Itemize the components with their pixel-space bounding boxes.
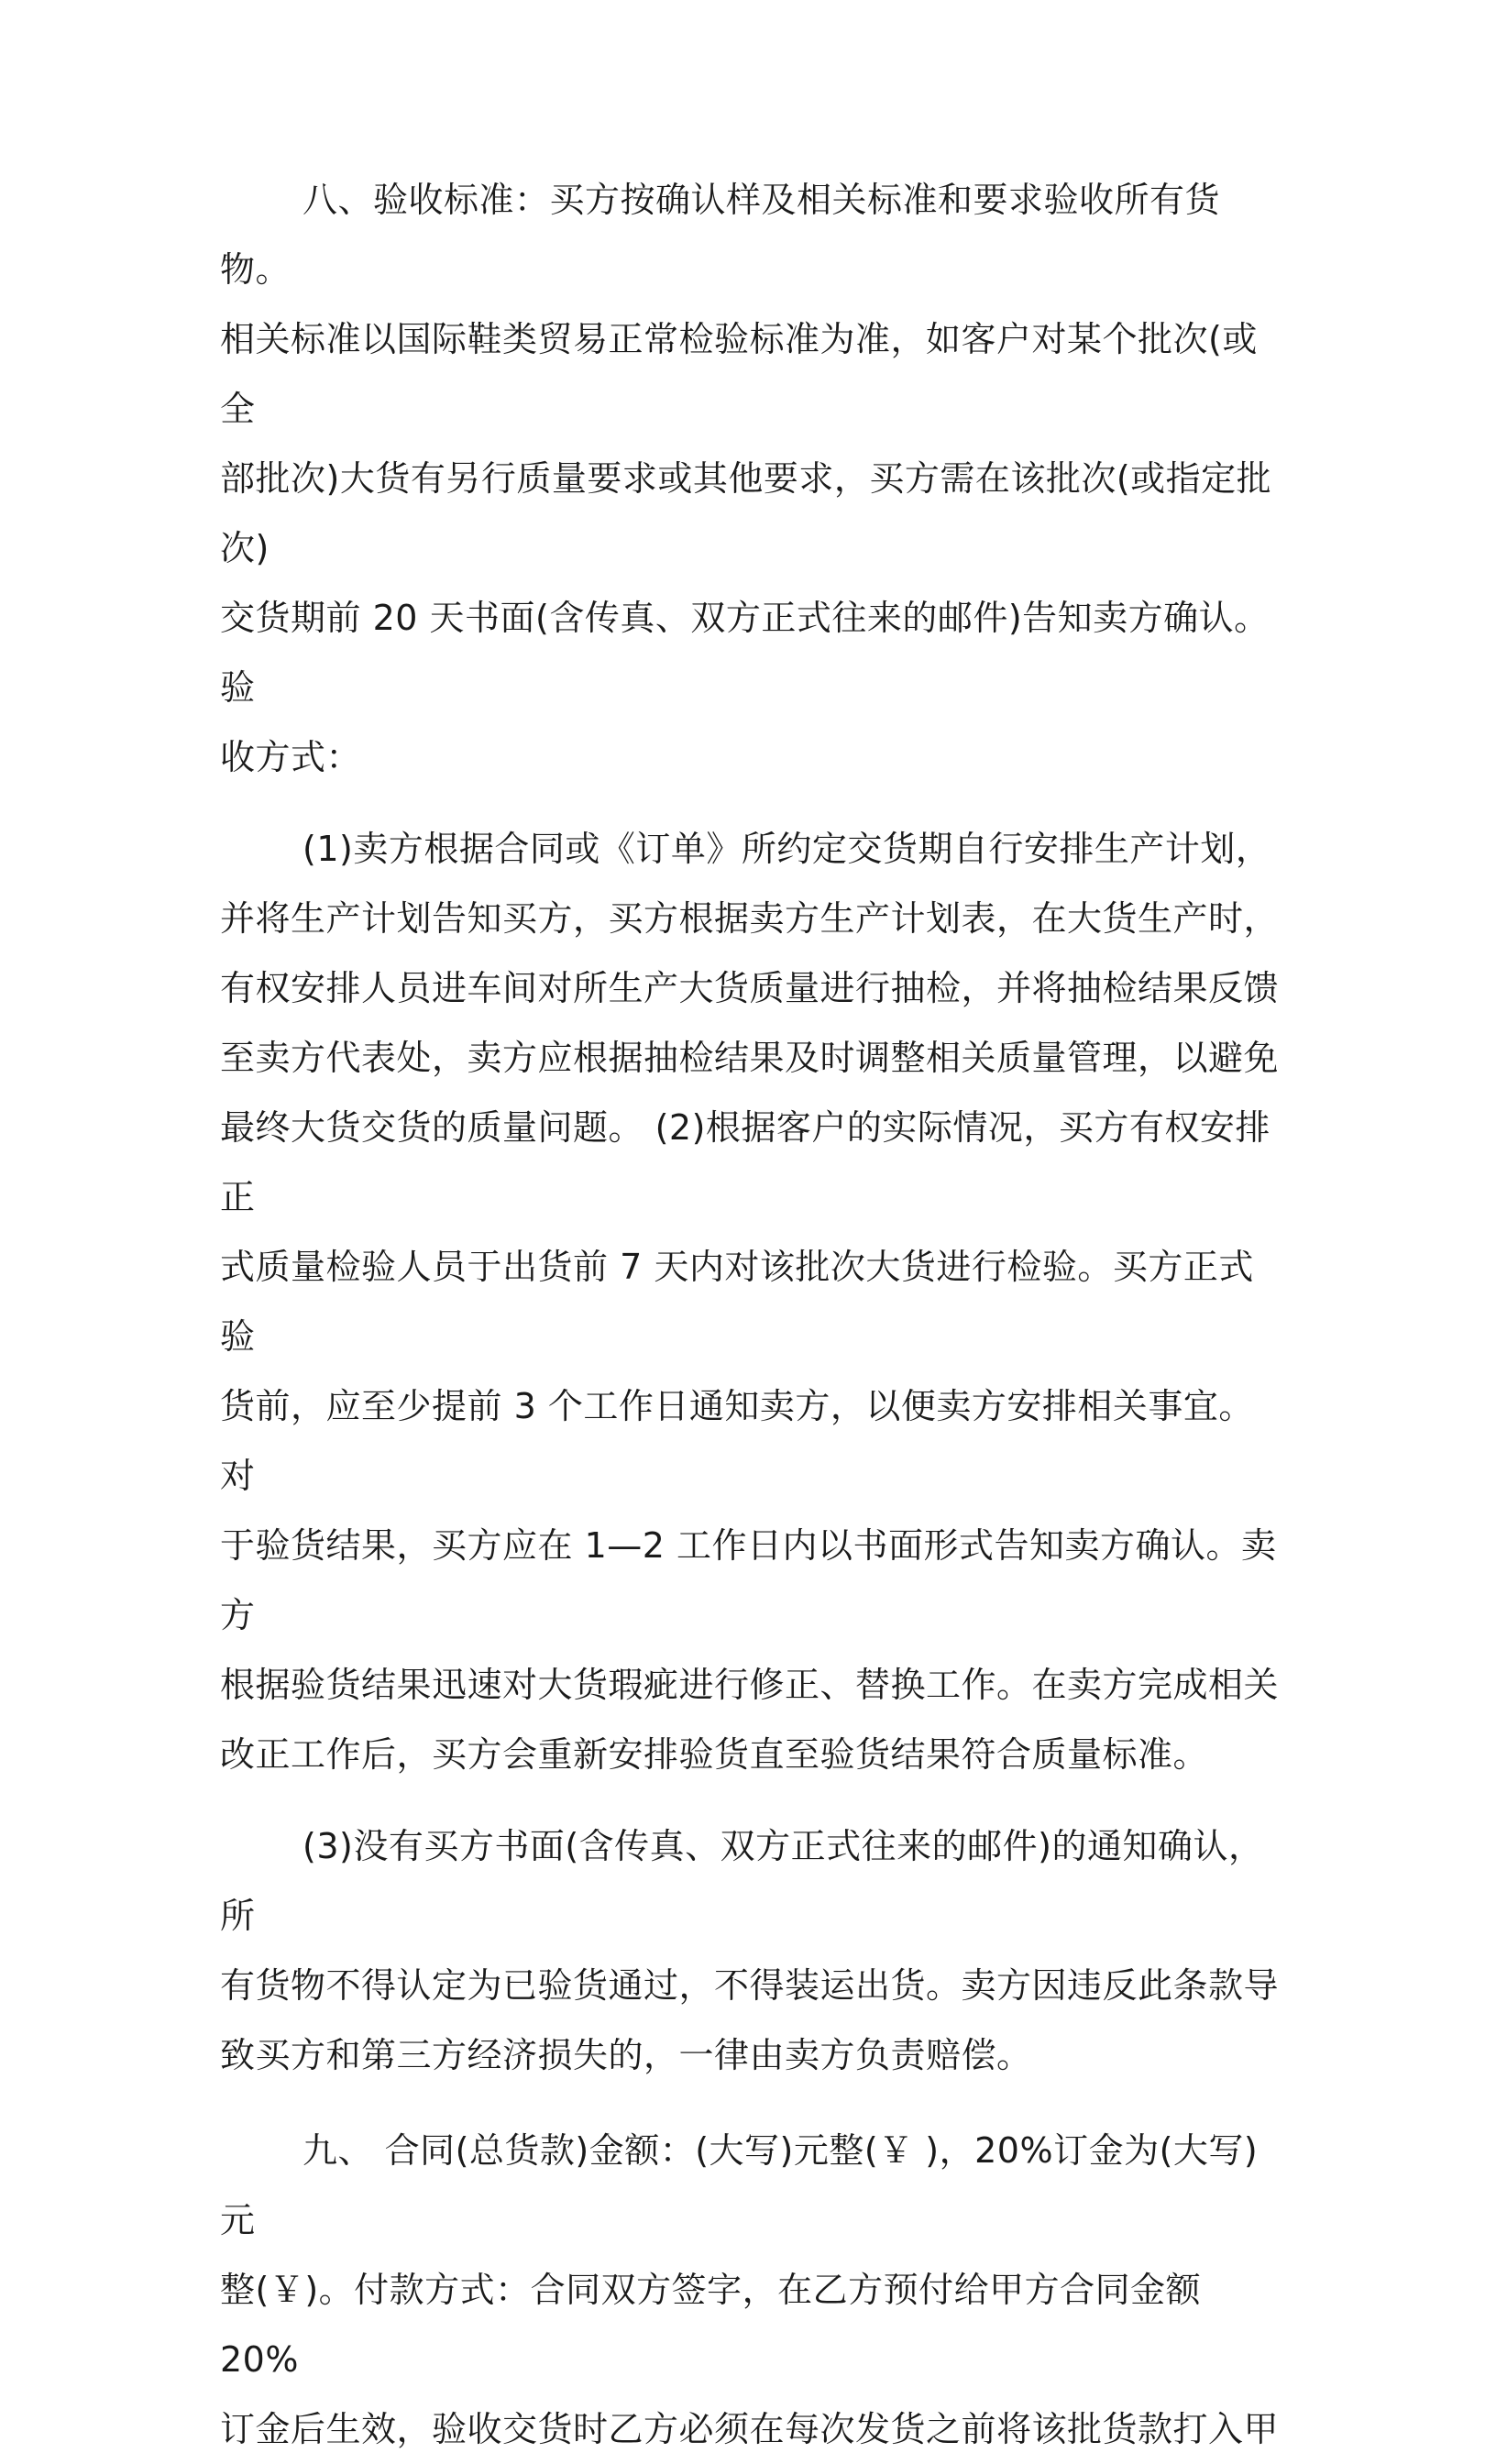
text-line: 改正工作后，买方会重新安排验货直至验货结果符合质量标准。	[220, 1734, 1209, 1775]
text-line: 相关标准以国际鞋类贸易正常检验标准为准，如客户对某个批次(或全	[220, 319, 1258, 429]
paragraph-acceptance-standard	[220, 165, 1283, 792]
text-line: 根据验货结果迅速对大货瑕疵进行修正、替换工作。在卖方完成相关	[220, 1665, 1280, 1705]
text-line: 有货物不得认定为已验货通过，不得装运出货。卖方因违反此条款导	[220, 1965, 1280, 2006]
paragraph-contract-amount	[220, 2116, 1283, 2464]
text-line: 致买方和第三方经济损失的，一律由卖方负责赔偿。	[220, 2035, 1032, 2075]
text-line: 最终大货交货的质量问题。 (2)根据客户的实际情况，买方有权安排正	[220, 1107, 1270, 1217]
text-line: 并将生产计划告知买方，买方根据卖方生产计划表，在大货生产时，	[220, 898, 1280, 939]
text-line: (3)没有买方书面(含传真、双方正式往来的邮件)的通知确认，所	[220, 1826, 1264, 1936]
text-line: 货前，应至少提前 3 个工作日通知卖方，以便卖方安排相关事宜。对	[220, 1386, 1254, 1496]
text-line: 有权安排人员进车间对所生产大货质量进行抽检，并将抽检结果反馈	[220, 968, 1280, 1008]
text-line: (1)卖方根据合同或《订单》所约定交货期自行安排生产计划，	[302, 829, 1271, 869]
text-line: 于验货结果，买方应在 1—2 工作日内以书面形式告知卖方确认。卖方	[220, 1525, 1277, 1635]
text-line: 收方式：	[220, 737, 362, 777]
text-line: 八、验收标准：买方按确认样及相关标准和要求验收所有货物。	[220, 180, 1221, 290]
text-line: 式质量检验人员于出货前 7 天内对该批次大货进行检验。买方正式验	[220, 1247, 1254, 1357]
text-line: 部批次)大货有另行质量要求或其他要求，买方需在该批次(或指定批次)	[220, 458, 1272, 568]
text-line: 至卖方代表处，卖方应根据抽检结果及时调整相关质量管理，以避免	[220, 1038, 1280, 1078]
paragraph-acceptance-method-3	[220, 1811, 1283, 2090]
text-line: 订金后生效，验收交货时乙方必须在每次发货之前将该批货款打入甲	[220, 2409, 1280, 2449]
document-body	[220, 165, 1283, 2464]
text-line: 交货期前 20 天书面(含传真、双方正式往来的邮件)告知卖方确认。 验	[220, 598, 1270, 708]
paragraph-acceptance-method-1-2	[220, 814, 1283, 1789]
text-line: 整(￥)。付款方式：合同双方签字，在乙方预付给甲方合同金额 20%	[220, 2270, 1202, 2380]
text-line: 九、 合同(总货款)金额：(大写)元整(￥ )，20%订金为(大写)元	[220, 2130, 1259, 2240]
